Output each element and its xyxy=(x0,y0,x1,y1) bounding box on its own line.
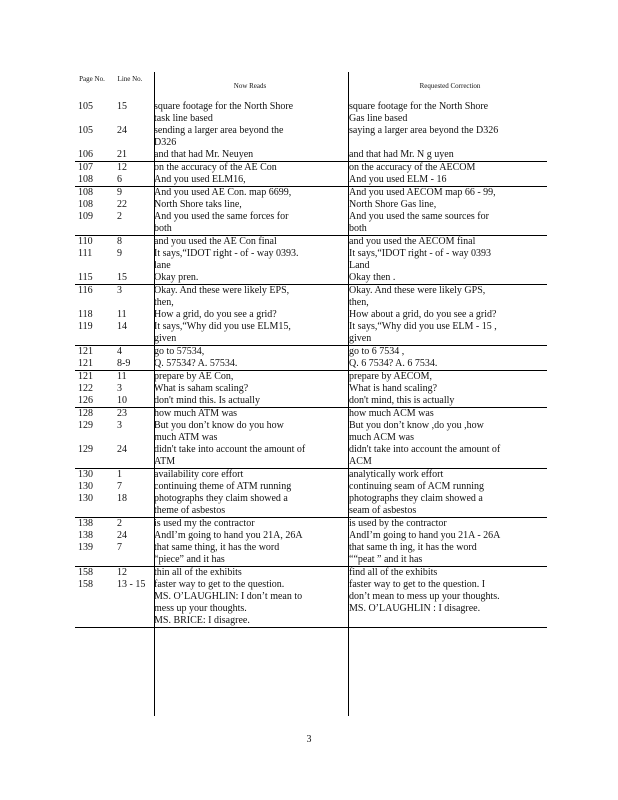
correction-cell-line: And you used AECOM map 66 - 99, xyxy=(349,187,496,198)
table-row xyxy=(75,211,547,236)
page-no-cell: 130 xyxy=(78,493,93,504)
page-no-cell: 121 xyxy=(78,358,93,369)
table-row xyxy=(75,469,547,482)
line-no-cell: 13 - 15 xyxy=(114,579,151,628)
line-no-cell: 3 xyxy=(114,285,151,310)
correction-cell xyxy=(346,444,547,469)
now-reads-cell-line: mess up your thoughts. xyxy=(154,603,247,614)
now-reads-cell xyxy=(151,358,346,371)
now-reads-cell-line: MS. BRICE: I disagree. xyxy=(154,615,250,626)
now-reads-cell-line: prepare by AE Con, xyxy=(154,371,234,382)
page-no-cell: 110 xyxy=(75,236,114,249)
page-no-cell: 126 xyxy=(78,395,93,406)
line-no-cell: 7 xyxy=(117,542,122,553)
line-no-cell: 12 xyxy=(114,567,151,580)
now-reads-cell xyxy=(151,199,346,211)
now-reads-cell xyxy=(151,493,346,518)
now-reads-cell xyxy=(151,101,346,125)
now-reads-cell-line: And you used AE Con. map 6699, xyxy=(154,187,292,198)
correction-cell xyxy=(346,101,547,125)
table-row xyxy=(75,346,547,359)
now-reads-cell xyxy=(151,125,346,149)
table-row xyxy=(75,248,547,272)
now-reads-cell xyxy=(151,272,346,285)
now-reads-cell-line: on the accuracy of the AE Con xyxy=(154,162,277,173)
correction-cell-line: Land xyxy=(349,260,370,271)
correction-cell xyxy=(346,420,547,444)
now-reads-header: Now Reads xyxy=(233,82,267,90)
line-no-cell: 4 xyxy=(114,346,151,359)
correction-cell-line: how much ACM was xyxy=(349,408,434,419)
correction-cell xyxy=(346,346,547,359)
page-no-cell: 139 xyxy=(78,542,93,553)
now-reads-cell xyxy=(151,530,346,542)
correction-cell xyxy=(346,174,547,187)
now-reads-cell xyxy=(151,248,346,272)
table-row xyxy=(75,481,547,493)
correction-cell xyxy=(346,248,547,272)
table-row xyxy=(75,408,547,421)
correction-cell-line: and that had Mr. N g uyen xyxy=(349,149,454,160)
line-no-cell: 14 xyxy=(117,321,127,332)
correction-cell-line: AndI’m going to hand you 21A - 26A xyxy=(349,530,501,541)
table-row xyxy=(75,371,547,384)
now-reads-cell-line: “piece” and it has xyxy=(154,554,225,565)
table-row xyxy=(75,101,547,125)
correction-cell xyxy=(346,236,547,249)
table-row xyxy=(75,542,547,567)
correction-cell xyxy=(346,162,547,175)
table-row xyxy=(75,162,547,175)
now-reads-cell xyxy=(151,395,346,408)
now-reads-cell-line: It says,“IDOT right - of - way 0393. xyxy=(154,248,299,259)
now-reads-cell-line: But you don’t know do you how xyxy=(154,420,284,431)
now-reads-cell-line: Okay pren. xyxy=(154,272,199,283)
page-no-cell: 105 xyxy=(78,125,93,136)
requested-correction-header: Requested Correction xyxy=(419,82,481,90)
now-reads-cell xyxy=(151,285,346,310)
correction-cell-line: And you used ELM - 16 xyxy=(349,174,447,185)
correction-cell xyxy=(346,211,547,236)
now-reads-cell xyxy=(151,309,346,321)
page-no-cell: 105 xyxy=(78,101,93,112)
line-no-cell: 11 xyxy=(117,309,127,320)
table-row xyxy=(75,358,547,371)
line-no-cell: 24 xyxy=(117,125,127,136)
page-no-cell: 108 xyxy=(75,187,114,200)
page-no-cell: 118 xyxy=(78,309,93,320)
now-reads-cell xyxy=(151,542,346,567)
line-no-cell: 9 xyxy=(114,187,151,200)
now-reads-cell xyxy=(151,469,346,482)
now-reads-cell xyxy=(151,211,346,236)
correction-cell-line: Okay then . xyxy=(349,272,396,283)
page-no-cell: 122 xyxy=(78,383,93,394)
line-no-cell: 12 xyxy=(114,162,151,175)
correction-cell xyxy=(346,199,547,211)
correction-cell xyxy=(346,567,547,580)
line-no-cell: 21 xyxy=(117,149,127,160)
correction-cell xyxy=(346,321,547,346)
page-no-cell: 158 xyxy=(75,567,114,580)
correction-cell xyxy=(346,579,547,628)
correction-cell xyxy=(346,272,547,285)
line-no-cell: 6 xyxy=(117,174,122,185)
table-row xyxy=(75,285,547,310)
table-row xyxy=(75,309,547,321)
page-number: 3 xyxy=(306,734,312,745)
now-reads-cell-line: and you used the AE Con final xyxy=(154,236,277,247)
correction-cell-line: saying a larger area beyond the D326 xyxy=(349,125,499,136)
correction-cell-line: It says,“Why did you use ELM - 15 , xyxy=(349,321,497,332)
table-row xyxy=(75,530,547,542)
line-no-cell: 3 xyxy=(117,383,122,394)
correction-cell-line: that same th ing, it has the word xyxy=(349,542,477,553)
table-row xyxy=(75,493,547,518)
correction-cell-line: But you don’t know ,do you ,how xyxy=(349,420,484,431)
now-reads-cell-line: square footage for the North Shore xyxy=(154,101,294,112)
correction-cell-line: Q. 6 7534? A. 6 7534. xyxy=(349,358,438,369)
errata-table xyxy=(75,101,547,628)
correction-cell xyxy=(346,309,547,321)
now-reads-cell xyxy=(151,444,346,469)
now-reads-cell-line: D326 xyxy=(154,137,177,148)
correction-cell-line: Okay. And these were likely GPS, xyxy=(349,285,486,296)
table-row xyxy=(75,272,547,285)
now-reads-cell xyxy=(151,481,346,493)
page-no-cell: 121 xyxy=(75,346,114,359)
correction-cell-line: faster way to get to the question. I xyxy=(349,579,486,590)
table-row xyxy=(75,567,547,580)
page-no-cell: 107 xyxy=(75,162,114,175)
page-no-cell: 108 xyxy=(78,174,93,185)
page-no-cell: 106 xyxy=(78,149,93,160)
correction-cell-line: find all of the exhibits xyxy=(349,567,438,578)
page-no-cell: 109 xyxy=(78,211,93,222)
correction-cell xyxy=(346,187,547,200)
correction-cell xyxy=(346,395,547,408)
table-row xyxy=(75,383,547,395)
now-reads-cell-line: And you used the same forces for xyxy=(154,211,289,222)
now-reads-cell-line: photographs they claim showed a xyxy=(154,493,288,504)
line-no-cell: 8-9 xyxy=(117,358,131,369)
correction-cell-line: don't mind, this is actually xyxy=(349,395,455,406)
now-reads-cell xyxy=(151,567,346,580)
line-no-header: Line No. xyxy=(117,75,143,83)
correction-cell xyxy=(346,371,547,384)
table-row xyxy=(75,420,547,444)
correction-cell-line: analytically work effort xyxy=(349,469,444,480)
page-no-cell: 130 xyxy=(78,481,93,492)
now-reads-cell-line: availability core effort xyxy=(154,469,244,480)
correction-cell-line: much ACM was xyxy=(349,432,414,443)
now-reads-cell xyxy=(151,162,346,175)
now-reads-cell-line: how much ATM was xyxy=(154,408,238,419)
correction-cell-line: go to 6 7534 , xyxy=(349,346,405,357)
page-no-cell: 138 xyxy=(75,518,114,531)
line-no-cell: 2 xyxy=(114,518,151,531)
correction-cell-line: is used by the contractor xyxy=(349,518,447,529)
now-reads-cell-line: sending a larger area beyond the xyxy=(154,125,284,136)
now-reads-cell-line: and that had Mr. Neuyen xyxy=(154,149,254,160)
page-no-cell: 138 xyxy=(78,530,93,541)
now-reads-cell xyxy=(151,518,346,531)
correction-cell xyxy=(346,149,547,162)
page-no-cell: 111 xyxy=(78,248,93,259)
now-reads-cell-line: What is saham scaling? xyxy=(154,383,249,394)
now-reads-cell-line: don't mind this. Is actually xyxy=(154,395,260,406)
correction-cell-line xyxy=(349,615,545,627)
now-reads-cell xyxy=(151,371,346,384)
correction-cell-line: What is hand scaling? xyxy=(349,383,438,394)
table-row xyxy=(75,444,547,469)
correction-cell-line: didn't take into account the amount of xyxy=(349,444,501,455)
correction-cell xyxy=(346,530,547,542)
now-reads-cell-line: AndI’m going to hand you 21A, 26A xyxy=(154,530,303,541)
correction-cell-line: given xyxy=(349,333,372,344)
now-reads-cell-line: then, xyxy=(154,297,174,308)
correction-cell xyxy=(346,358,547,371)
correction-cell-line: prepare by AECOM, xyxy=(349,371,433,382)
now-reads-cell-line: didn't take into account the amount of xyxy=(154,444,306,455)
now-reads-cell xyxy=(151,187,346,200)
line-no-cell: 2 xyxy=(117,211,122,222)
now-reads-cell-line: faster way to get to the question. xyxy=(154,579,285,590)
now-reads-cell-line: lane xyxy=(154,260,171,271)
page-no-cell: 129 xyxy=(78,420,93,431)
line-no-cell: 3 xyxy=(117,420,122,431)
now-reads-cell-line: MS. O’LAUGHLIN: I don’t mean to xyxy=(154,591,303,602)
now-reads-cell-line: is used my the contractor xyxy=(154,518,255,529)
now-reads-cell-line: that same thing, it has the word xyxy=(154,542,280,553)
correction-cell-line: Gas line based xyxy=(349,113,408,124)
now-reads-cell xyxy=(151,321,346,346)
table-header xyxy=(75,72,547,100)
line-no-cell: 10 xyxy=(117,395,127,406)
now-reads-cell-line: go to 57534, xyxy=(154,346,205,357)
line-no-cell: 11 xyxy=(114,371,151,384)
correction-cell-line: MS. O’LAUGHLIN : I disagree. xyxy=(349,603,481,614)
table-row xyxy=(75,518,547,531)
correction-cell xyxy=(346,408,547,421)
correction-cell xyxy=(346,481,547,493)
table-row xyxy=(75,125,547,149)
now-reads-cell-line: continuing theme of ATM running xyxy=(154,481,292,492)
now-reads-cell-line: And you used ELM16, xyxy=(154,174,246,185)
table-row xyxy=(75,149,547,162)
correction-cell-line: continuing seam of ACM running xyxy=(349,481,484,492)
page-no-header: Page No. xyxy=(79,75,105,83)
line-no-cell: 9 xyxy=(117,248,122,259)
table-row xyxy=(75,174,547,187)
correction-cell-line: don’t mean to mess up your thoughts. xyxy=(349,591,500,602)
now-reads-cell-line: How a grid, do you see a grid? xyxy=(154,309,277,320)
table-row xyxy=(75,236,547,249)
correction-cell xyxy=(346,285,547,310)
correction-cell-line: ACM xyxy=(349,456,372,467)
page-no-cell: 128 xyxy=(75,408,114,421)
page-no-cell: 108 xyxy=(78,199,93,210)
now-reads-cell-line: theme of asbestos xyxy=(154,505,226,516)
now-reads-cell xyxy=(151,383,346,395)
now-reads-cell-line: North Shore taks line, xyxy=(154,199,242,210)
now-reads-cell-line: given xyxy=(154,333,177,344)
table-row xyxy=(75,187,547,200)
correction-cell xyxy=(346,469,547,482)
correction-cell xyxy=(346,518,547,531)
correction-cell-line: photographs they claim showed a xyxy=(349,493,483,504)
now-reads-cell xyxy=(151,579,346,628)
table-row xyxy=(75,579,547,628)
line-no-cell: 1 xyxy=(114,469,151,482)
correction-cell-line: It says,“IDOT right - of - way 0393 xyxy=(349,248,492,259)
correction-cell-line: seam of asbestos xyxy=(349,505,417,516)
now-reads-cell-line: Okay. And these were likely EPS, xyxy=(154,285,290,296)
correction-cell xyxy=(346,542,547,567)
now-reads-cell-line: much ATM was xyxy=(154,432,218,443)
correction-cell-line: ““peat ” and it has xyxy=(349,554,423,565)
now-reads-cell-line: It says,“Why did you use ELM15, xyxy=(154,321,291,332)
correction-cell xyxy=(346,383,547,395)
correction-cell-line: North Shore Gas line, xyxy=(349,199,437,210)
now-reads-cell-line: ATM xyxy=(154,456,176,467)
table-row xyxy=(75,321,547,346)
page-no-cell: 115 xyxy=(78,272,93,283)
now-reads-cell xyxy=(151,174,346,187)
correction-cell-line: both xyxy=(349,223,367,234)
page-no-cell: 130 xyxy=(75,469,114,482)
line-no-cell: 23 xyxy=(114,408,151,421)
page-no-cell: 158 xyxy=(75,579,114,628)
now-reads-cell xyxy=(151,420,346,444)
page-no-cell: 119 xyxy=(78,321,93,332)
line-no-cell: 7 xyxy=(117,481,122,492)
line-no-cell: 15 xyxy=(117,101,127,112)
line-no-cell: 24 xyxy=(117,530,127,541)
table-row xyxy=(75,395,547,408)
now-reads-cell-line: thin all of the exhibits xyxy=(154,567,242,578)
now-reads-cell xyxy=(151,408,346,421)
correction-cell xyxy=(346,125,547,149)
table-row xyxy=(75,199,547,211)
correction-cell-line: square footage for the North Shore xyxy=(349,101,489,112)
line-no-cell: 8 xyxy=(114,236,151,249)
page-no-cell: 121 xyxy=(75,371,114,384)
correction-cell-line: And you used the same sources for xyxy=(349,211,489,222)
now-reads-cell-line: Q. 57534? A. 57534. xyxy=(154,358,238,369)
page-no-cell: 129 xyxy=(78,444,93,455)
now-reads-cell-line: task line based xyxy=(154,113,213,124)
now-reads-cell xyxy=(151,236,346,249)
now-reads-cell xyxy=(151,346,346,359)
correction-cell-line: on the accuracy of the AECOM xyxy=(349,162,476,173)
correction-cell xyxy=(346,493,547,518)
line-no-cell: 22 xyxy=(117,199,127,210)
line-no-cell: 24 xyxy=(117,444,127,455)
now-reads-cell-line: both xyxy=(154,223,172,234)
correction-cell-line: then, xyxy=(349,297,369,308)
correction-cell-line: How about a grid, do you see a grid? xyxy=(349,309,497,320)
line-no-cell: 15 xyxy=(117,272,127,283)
line-no-cell: 18 xyxy=(117,493,127,504)
page-no-cell: 116 xyxy=(75,285,114,310)
now-reads-cell xyxy=(151,149,346,162)
correction-cell-line xyxy=(349,137,545,149)
correction-cell-line: and you used the AECOM final xyxy=(349,236,476,247)
